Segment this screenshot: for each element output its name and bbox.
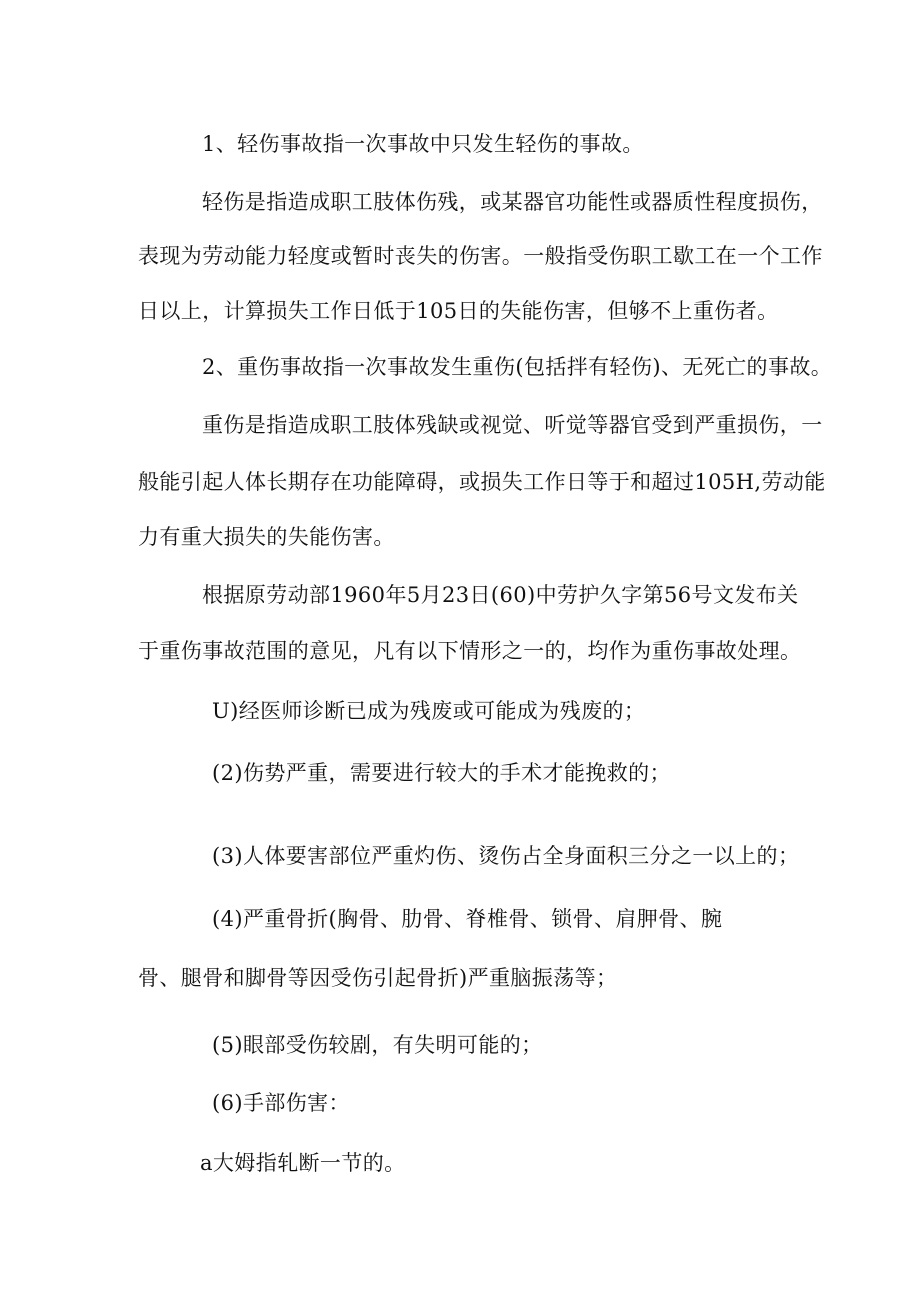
list-item: (2)伤势严重，需要进行较大的手术才能挽救的； [212, 761, 671, 785]
list-item-continuation: 骨、腿骨和脚骨等因受伤引起骨折)严重脑振荡等； [138, 966, 618, 990]
list-item: U)经医师诊断已成为残废或可能成为残废的； [212, 699, 646, 723]
paragraph-line: 1、轻伤事故指一次事故中只发生轻伤的事故。 [202, 132, 644, 156]
paragraph-line: 于重伤事故范围的意见，凡有以下情形之一的，均作为重伤事故处理。 [138, 639, 802, 663]
paragraph-line: 般能引起人体长期存在功能障碍，或损失工作日等于和超过105H,劳动能 [138, 470, 826, 494]
paragraph-line: 重伤是指造成职工肢体残缺或视觉、听觉等器官受到严重损伤，一 [202, 413, 823, 437]
paragraph-line: 2、重伤事故指一次事故发生重伤(包括拌有轻伤)、无死亡的事故。 [202, 355, 833, 379]
list-item: (6)手部伤害： [212, 1091, 350, 1115]
list-item: (3)人体要害部位严重灼伤、烫伤占全身面积三分之一以上的； [212, 844, 800, 868]
paragraph-line: 轻伤是指造成职工肢体伤残，或某器官功能性或器质性程度损伤， [202, 190, 823, 214]
sub-list-item: a大姆指轧断一节的。 [200, 1151, 406, 1175]
paragraph-line: 力有重大损失的失能伤害。 [138, 525, 395, 549]
paragraph-line: 表现为劳动能力轻度或暂时丧失的伤害。一般指受伤职工歇工在一个工作 [138, 244, 823, 268]
list-item: (5)眼部受伤较剧，有失明可能的； [212, 1033, 543, 1057]
paragraph-line: 日以上，计算损失工作日低于105日的失能伤害，但够不上重伤者。 [138, 299, 779, 323]
list-item: (4)严重骨折(胸骨、肋骨、脊椎骨、锁骨、肩胛骨、腕 [212, 907, 723, 931]
paragraph-line: 根据原劳动部1960年5月23日(60)中劳护久字第56号文发布关 [202, 583, 799, 607]
